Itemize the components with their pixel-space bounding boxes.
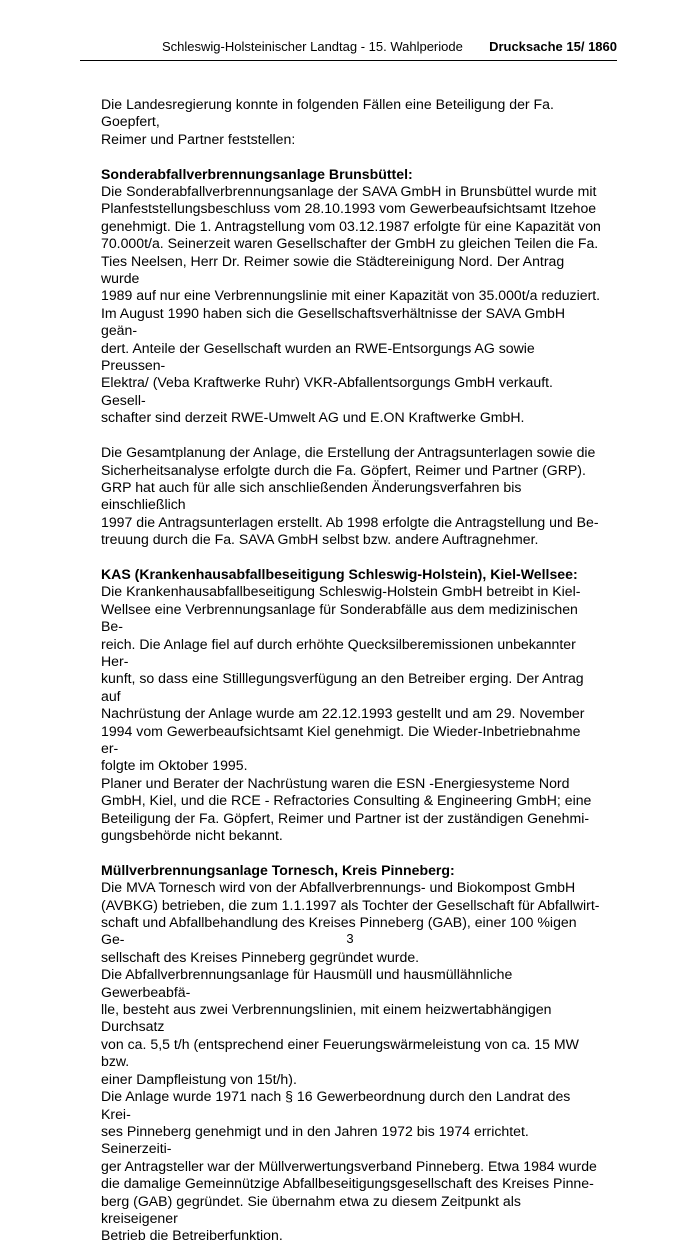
section-heading-tornesch: Müllverbrennungsanlage Tornesch, Kreis Pinneberg: bbox=[101, 861, 455, 878]
paragraph: Die Anlage wurde 1971 nach § 16 Gewerbeordnung durch den Landrat des Krei- ses Pinneberg genehmigt und in den Jahren 1972 bis 1974 errichtet. Seinerzeiti- ger Antragsteller war der Müllverwertungsverband Pinneberg. Etwa 1984 wurde die damalige Gemeinnützige Abfallbeseitigungsgesellschaft des Kreises Pinne- berg (GAB) gegründet. Sie übernahm etwa zu diesem Zeitpunkt als kreiseigener Betrieb die Betreiberfunktion. bbox=[101, 1088, 597, 1244]
paragraph: Die Abfallverbrennungsanlage für Hausmüll und hausmüllähnliche Gewerbeabfä- lle, besteht aus zwei Verbrennungslinien, mit einem heizwertabhängigen Durchsatz von ca. 5,5 t/h (entsprechend einer Feuerungswärmeleistung von ca. 15 MW bzw. einer Dampfleistung von 15t/h). bbox=[101, 966, 579, 1087]
page-header bbox=[80, 38, 617, 61]
paragraph: Die Sonderabfallverbrennungsanlage der SAVA GmbH in Brunsbüttel wurde mit Planfeststellungsbeschluss vom 28.10.1993 vom Gewerbeaufsichtsamt Itzehoe genehmigt. Die 1. Antragstellung vom 03.12.1987 erfolgte für eine Kapazität von 70.000t/a. Seinerzeit waren Gesellschafter der GmbH zu gleichen Teilen die Fa. Ties Neelsen, Herr Dr. Reimer sowie die Städtereinigung Nord. Der Antrag wurde 1989 auf nur eine Verbrennungslinie mit einer Kapazität von 35.000t/a reduziert. Im August 1990 haben sich die Gesellschaftsverhältnisse der SAVA GmbH geän- dert. Anteile der Gesellschaft wurden an RWE-Entsorgungs AG sowie Preussen- Elektra/ (Veba Kraftwerke Ruhr) VKR-Abfallentsorgungs GmbH verkauft. Gesell- schafter sind derzeit RWE-Umwelt AG und E.ON Kraftwerke GmbH. bbox=[101, 183, 601, 426]
header-title: Schleswig-Holsteinischer Landtag - 15. Wahlperiode bbox=[162, 39, 463, 54]
paragraph: Planer und Berater der Nachrüstung waren die ESN -Energiesysteme Nord GmbH, Kiel, und die RCE - Refractories Consulting & Engineering GmbH; eine Beteiligung der Fa. Göpfert, Reimer und Partner ist der zuständigen Genehmi- gungsbehörde nicht bekannt. bbox=[101, 774, 592, 844]
section-heading-brunsbuettel: Sonderabfallverbrennungsanlage Brunsbüttel: bbox=[101, 165, 413, 182]
document-body bbox=[101, 96, 601, 1245]
section-heading-kas: KAS (Krankenhausabfallbeseitigung Schleswig-Holstein), Kiel-Wellsee: bbox=[101, 565, 578, 582]
page-number: 3 bbox=[346, 931, 354, 946]
intro-paragraph: Die Landesregierung konnte in folgenden Fällen eine Beteiligung der Fa. Goepfert, Reimer und Partner feststellen: bbox=[101, 96, 554, 147]
paragraph: Die Krankenhausabfallbeseitigung Schleswig-Holstein GmbH betreibt in Kiel- Wellsee eine Verbrennungsanlage für Sonderabfälle aus dem medizinischen Be- reich. Die Anlage fiel auf durch erhöhte Quecksilberemissionen unbekannter Her- kunft, so dass eine Stilllegungsverfügung an den Betreiber erging. Der Antrag auf Nachrüstung der Anlage wurde am 22.12.1993 gestellt und am 29. November 1994 vom Gewerbeaufsichtsamt Kiel genehmigt. Die Wieder-Inbetriebnahme er- folgte im Oktober 1995. bbox=[101, 583, 585, 774]
paragraph: Die Gesamtplanung der Anlage, die Erstellung der Antragsunterlagen sowie die Sicherheitsanalyse erfolgte durch die Fa. Göpfert, Reimer und Partner (GRP). GRP hat auch für alle sich anschließenden Änderungsverfahren bis einschließlich 1997 die Antragsunterlagen erstellt. Ab 1998 erfolgte die Antragstellung und Be- treuung durch die Fa. SAVA GmbH selbst bzw. andere Auftragnehmer. bbox=[101, 444, 599, 548]
document-number: Drucksache 15/ 1860 bbox=[489, 39, 617, 54]
paragraph: Die MVA Tornesch wird von der Abfallverbrennungs- und Biokompost GmbH (AVBKG) betrieben, die zum 1.1.1997 als Tochter der Gesellschaft für Abfallwirt- schaft und Abfallbehandlung des Kreises Pinneberg (GAB), einer 100 %igen Ge- sellschaft des Kreises Pinneberg gegründet wurde. bbox=[101, 879, 600, 965]
